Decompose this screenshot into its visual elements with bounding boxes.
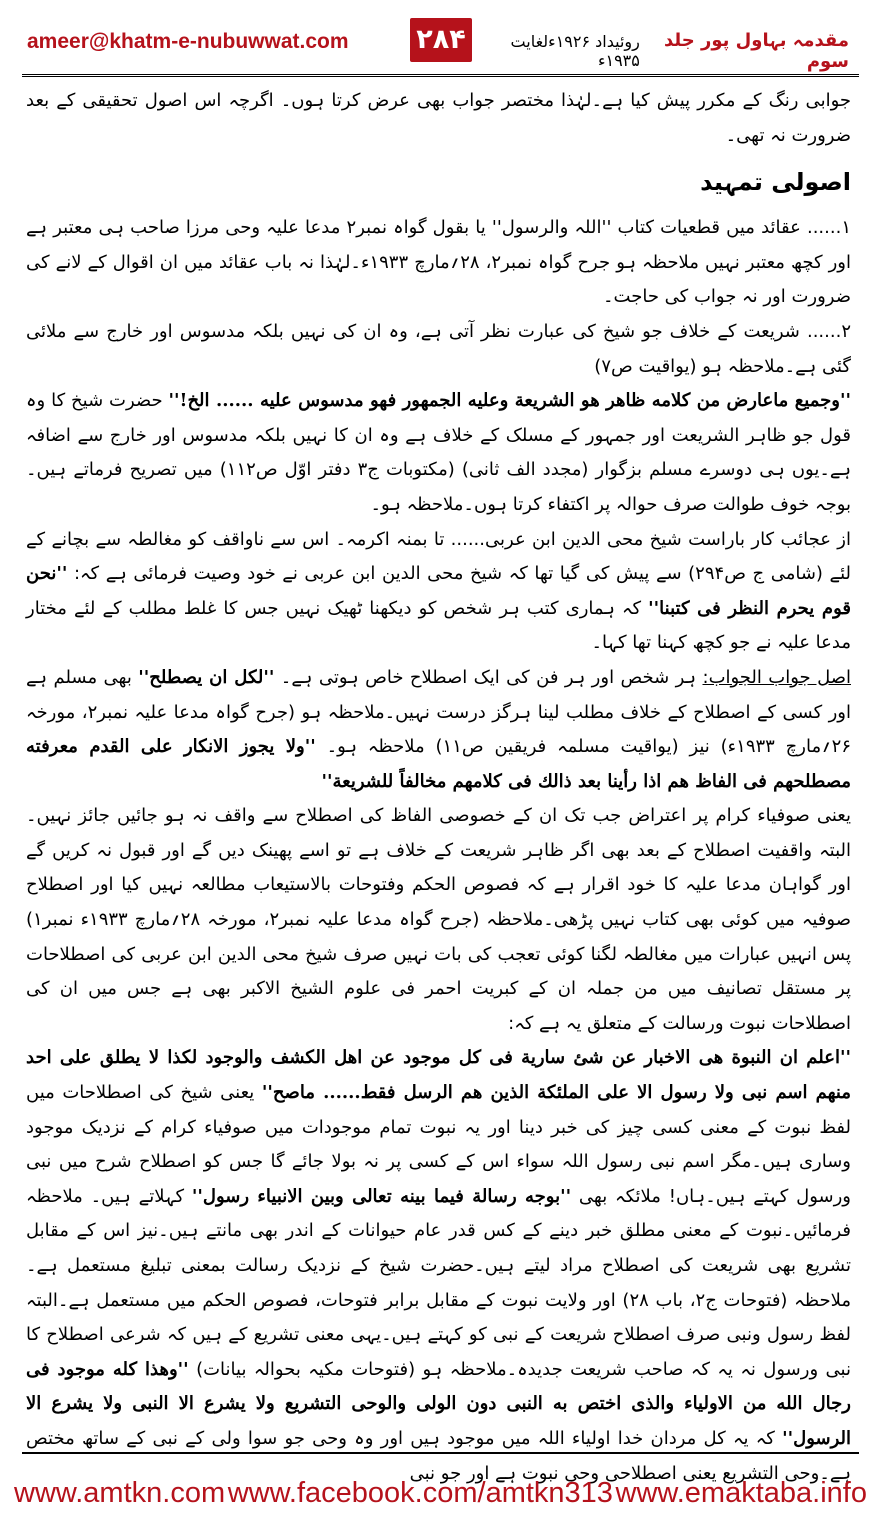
urdu-text: کہلاتے ہیں۔ ملاحظہ فرمائیں۔نبوت کے معنی مطلق خبر دینے کے کس قدر عام حیوانات کے اندر بھی مانتے ہیں۔نیز اس کے مقابل تشریع بھی شریعت کی اصطلاح مراد لیتے ہیں۔حضرت شیخ کے نزدیک رسالت بمعنی تبلیغ مستعمل ہے۔ملاحظہ (فتوحات ج۲، باب ۲۸) اور ولایت نبوت کے مقابل برابر فتوحات، فصوص الحکم میں مستعمل ہے۔البتہ لفظ رسول ونبی صرف اصطلاح شریعت کے نبی کو کہتے ہیں۔یہی معنی تشریع کے ہیں کہ شرعی اصطلاح کا نبی ورسول نہ یہ کہ صاحب شریعت جدیدہ۔ملاحظہ ہو (فتوحات مکیہ بحوالہ بیانات) [26,1185,851,1380]
arabic-quote: ''وهذا كله موجود فى رجال الله من الاولياء والذى اختص به النبى دون الولى والوحى التشريع ولا يشرع الا النبى ولا يشرع الا الرسول'' [26,1358,851,1449]
report-range: روئیداد ۱۹۲۶ءلغایت ۱۹۳۵ء [510,32,640,70]
arabic-quote: ''نحن قوم يحرم النظر فى كتبنا'' [26,563,851,619]
footer-link-amtkn[interactable]: www.amtkn.com [14,1476,226,1509]
paragraph-point-2: ۲...... شریعت کے خلاف جو شیخ کی عبارت نظر آتی ہے، وہ ان کی نہیں بلکہ مدسوس اور خارج سے ملائی گئی ہے۔ملاحظہ ہو (یواقیت ص۷) [26,320,851,377]
paragraph-point-1: ۱...... عقائد میں قطعیات کتاب ''اللہ والرسول'' یا بقول گواہ نمبر۲ مدعا علیہ وحی مرزا صاحب ہی معتبر ہے اور کچھ معتبر نہیں ملاحظہ ہو جرح گواہ نمبر۲، ۲۸؍مارچ ۱۹۳۳ء۔لہٰذا نہ باب عقائد میں ان اقوال کے لانے کی ضرورت اور نہ جواب کی حاجت۔ [26,217,851,308]
paragraph-ibn-arabi [26,523,851,661]
answer-label: اصل جواب الجواب: [702,666,851,688]
paragraph-sufi-terms: یعنی صوفیاء کرام پر اعتراض جب تک ان کے خصوصی الفاظ کی اصطلاح سے واقف نہ ہو جائیں جائز نہیں۔البتہ واقفیت اصطلاح کے بعد بھی اگر ظاہر شریعت کے خلاف ہے تو اسے پھینک دیں گے اور قبول نہ کریں گے اور گواہان مدعا علیہ کا خود اقرار ہے کہ فصوص الحکم وفتوحات بالاستیعاب مطالعہ نہیں کیا اور اصطلاح صوفیہ میں کوئی بھی کتاب نہیں پڑھی۔ملاحظہ (جرح گواہ مدعا علیہ نمبر۲، مورخہ ۲۸؍مارچ ۱۹۳۳ء نمبر۱) پس انہیں عبارات میں مغالطہ لگنا کوئی تعجب کی بات نہیں صرف شیخ محی الدین ابن عربی کی اصطلاحات پر مستقل تصانیف میں من جملہ ان کے کبریت احمر فی علوم الشیخ الاکبر بھی ہے جس میں ان کی اصطلاحات نبوت ورسالت کے متعلق یہ ہے کہ: [26,805,852,1034]
urdu-text: حضرت شیخ کا وہ قول جو ظاہر الشریعت اور جمہور کے مسلک کے خلاف ہے وہ ان کا نہیں بلکہ مدسوس اور خارج سے اضافہ ہے۔یوں ہی دوسرے مسلم بزگوار (مجدد الف ثانی) (مکتوبات ج۳ دفتر اوّل ص۱۱۲) میں تصریح فرماتے ہیں۔بوجہ خوف طوالت صرف حوالہ پر اکتفاء کرتا ہوں۔ملاحظہ ہو۔ [26,390,852,515]
page-header [0,0,881,80]
urdu-text: ہر شخص اور ہر فن کی ایک اصطلاح خاص ہوتی ہے۔ [280,666,697,688]
section-heading: اصولی تمہید [700,168,851,197]
paragraph-intro: جوابی رنگ کے مکرر پیش کیا ہے۔لہٰذا مختصر جواب بھی عرض کرتا ہوں۔ اگرچہ اس اصول تحقیقی کے بعد ضرورت نہ تھی۔ [26,90,851,146]
arabic-quote: ''اعلم ان النبوة هى الاخبار عن شئ سارية فى كل موجود عن اهل الكشف والوجود لكذا لا يطلق على احد منهم اسم نبى ولا رسول الا على الملئكة الذين هم الرسل فقط...... ماصح'' [26,1047,851,1104]
arabic-quote: ''بوجه رسالة فيما بينه تعالى وبين الانبياء رسول'' [191,1185,572,1207]
email-address: ameer@khatm-e-nubuwwat.com [27,30,349,53]
arabic-quote: ''لكل ان يصطلح'' [138,666,275,688]
page-number-badge: ۲۸۴ [410,18,472,62]
page-body [26,84,852,1484]
book-title: مقدمہ بہاول پور جلد سوم [664,30,849,72]
urdu-text: از عجائب کار باراست شیخ محی الدین ابن عربی...... تا بمنہ اکرمہ۔ اس سے ناواقف کو مغالطہ سے بچانے کے لئے (شامی ج ص۲۹۴) سے پیش کی گیا تھا کہ شیخ محی الدین ابن عربی نے خود وصیت فرمائی ہے کہ: [26,528,851,585]
urdu-text: کہ یہ کل مردان خدا اولیاء اللہ میں موجود ہیں اور وہ وحی جو سوا ولی کے نبی کے ساتھ مختص ہے۔وحی التشریع یعنی اصطلاحی وحی نبوت ہے اور جو نبی [26,1427,851,1484]
footer-rule [22,1452,859,1454]
urdu-text: یعنی شیخ کی اصطلاحات میں لفظ نبوت کے معنی کسی چیز کی خبر دینا اور یہ نبوت تمام موجودات میں صوفیاء کرام کے نزدیک موجود وساری ہیں۔مگر اسم نبی رسول اللہ سواء اس کے کسی پر نہ بولا جائے گا جس کو اصطلاح شرح میں نبی ورسول کہتے ہیں۔ہاں! ملائکہ بھی [26,1082,851,1207]
urdu-text: بھی مسلم ہے اور کسی کے اصطلاح کے خلاف مطلب لینا ہرگز درست نہیں۔ملاحظہ ہو (جرح گواہ مدعا علیہ نمبر۲، مورخہ ۲۶؍مارچ ۱۹۳۳ء) نیز (یواقیت مسلمہ فریقین ص۱۱) ملاحظہ ہو۔ [26,666,852,758]
running-head [500,30,849,72]
paragraph-nubuwwat-definition [26,1041,851,1491]
paragraph-main-answer [26,661,851,799]
arabic-quote: ''ولا يجوز الانكار على القدم معرفته مصطلحهم فى الفاظ هم اذا رأينا بعد ذالك فى كلامهم مخالفاً للشريعة'' [26,736,851,792]
urdu-text: کہ ہماری کتب ہر شخص کو دیکھنا ٹھیک نہیں جس کا غلط مطلب کے لئے مختار مدعا علیہ نے جو کچھ کہنا تھا کہا۔ [26,597,851,654]
paragraph-quote-yawaqit [26,384,851,522]
header-rule [22,74,859,77]
arabic-quote: ''وجميع ماعارض من كلامه ظاهر هو الشريعة وعليه الجمهور فهو مدسوس عليه ...... الخ!'' [168,390,851,412]
footer-link-facebook[interactable]: www.facebook.com/amtkn313 [227,1476,613,1509]
footer-link-emaktaba[interactable]: www.emaktaba.info [615,1476,867,1509]
page-footer [14,1458,867,1528]
